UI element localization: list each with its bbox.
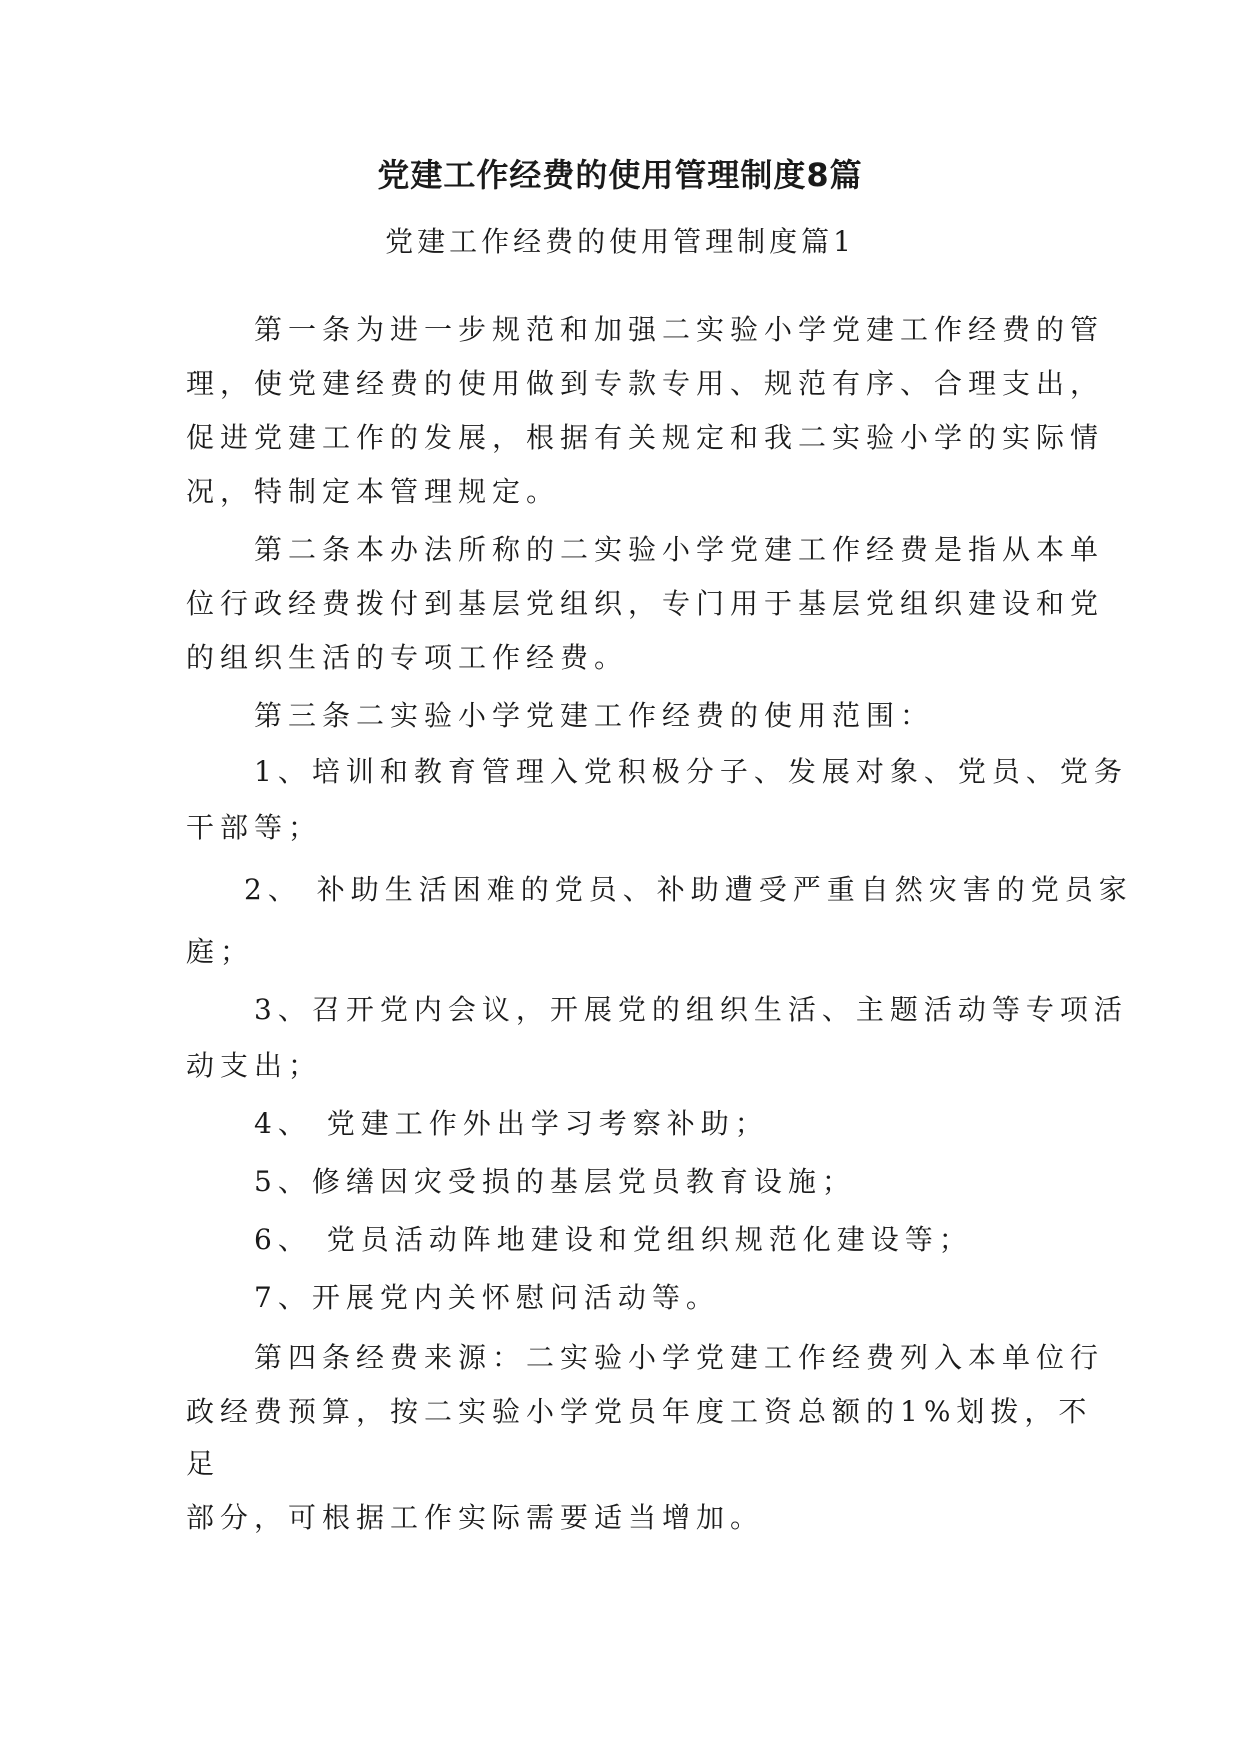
document-subtitle: 党建工作经费的使用管理制度篇1 <box>385 225 855 258</box>
list-item-line: 干部等； <box>186 811 323 844</box>
list-item-line: 庭； <box>186 935 255 968</box>
document-title: 党建工作经费的使用管理制度8篇 <box>377 156 863 194</box>
list-item-line: 6、 党员活动阵地建设和党组织规范化建设等； <box>254 1223 973 1256</box>
list-item-line: 2、 补助生活困难的党员、补助遭受严重自然灾害的党员家 <box>244 873 1133 906</box>
paragraph-line: 第一条为进一步规范和加强二实验小学党建工作经费的管 <box>254 313 1105 346</box>
paragraph-line: 第三条二实验小学党建工作经费的使用范围： <box>254 699 935 732</box>
paragraph-line: 政经费预算，按二实验小学党员年度工资总额的1%划拨，不 <box>186 1395 1093 1428</box>
list-item-line: 7、开展党内关怀慰问活动等。 <box>254 1281 720 1314</box>
list-item-line: 1、培训和教育管理入党积极分子、发展对象、党员、党务 <box>254 755 1128 788</box>
list-item-line: 3、召开党内会议，开展党的组织生活、主题活动等专项活 <box>254 993 1128 1026</box>
list-item-line: 动支出； <box>186 1049 323 1082</box>
paragraph-line: 理，使党建经费的使用做到专款专用、规范有序、合理支出， <box>186 367 1105 400</box>
paragraph-line: 部分，可根据工作实际需要适当增加。 <box>186 1501 765 1534</box>
paragraph-line: 的组织生活的专项工作经费。 <box>186 641 629 674</box>
paragraph-line: 足 <box>186 1447 221 1480</box>
paragraph-line: 促进党建工作的发展，根据有关规定和我二实验小学的实际情 <box>186 421 1105 454</box>
paragraph-line: 第二条本办法所称的二实验小学党建工作经费是指从本单 <box>254 533 1105 566</box>
paragraph-line: 位行政经费拨付到基层党组织，专门用于基层党组织建设和党 <box>186 587 1105 620</box>
paragraph-line: 况，特制定本管理规定。 <box>186 475 561 508</box>
list-item-line: 5、修缮因灾受损的基层党员教育设施； <box>254 1165 856 1198</box>
paragraph-line: 第四条经费来源：二实验小学党建工作经费列入本单位行 <box>254 1341 1105 1374</box>
list-item-line: 4、 党建工作外出学习考察补助； <box>254 1107 769 1140</box>
